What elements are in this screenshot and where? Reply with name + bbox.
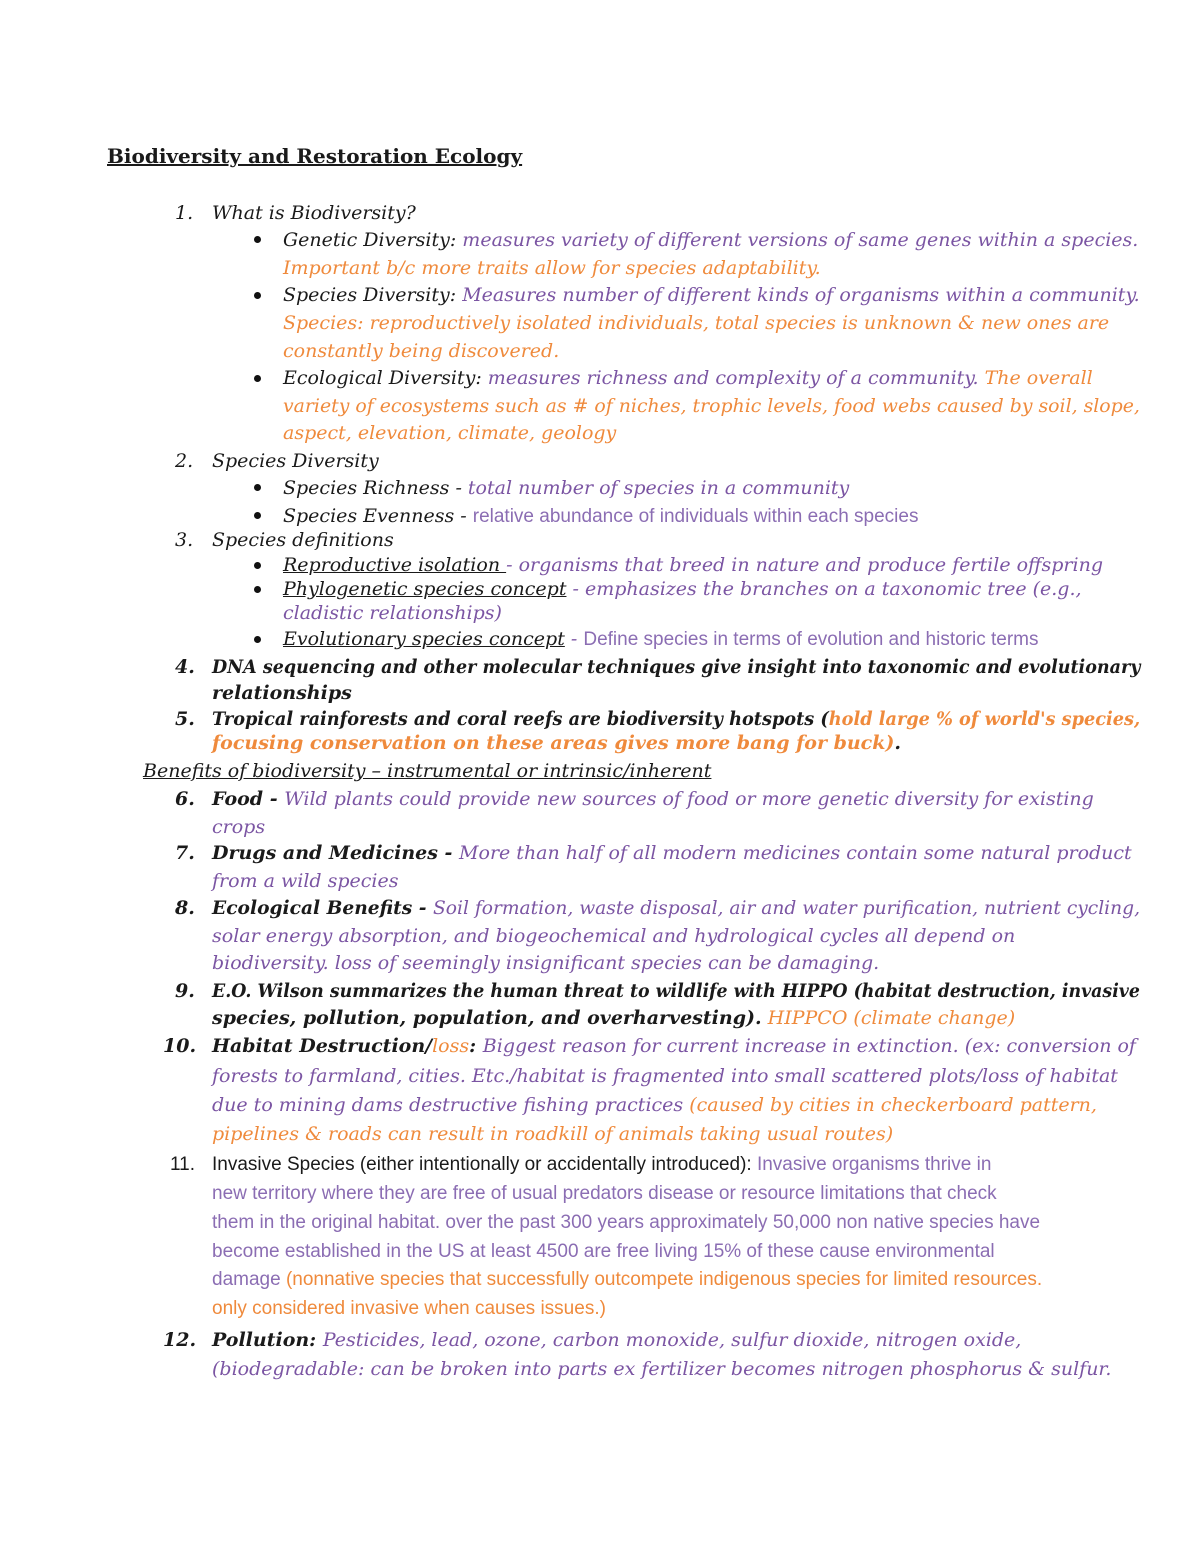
term-definition: Invasive organisms thrive in xyxy=(756,1154,992,1175)
bullet-dot xyxy=(254,636,261,643)
list-item xyxy=(212,1006,1015,1030)
term-label: Food - xyxy=(212,788,285,810)
term-note: loss xyxy=(432,1035,470,1057)
list-item xyxy=(283,476,849,500)
list-item-heading: Tropical rainforests and coral reefs are biodiversity hotspots ( xyxy=(212,708,829,730)
punctuation: . xyxy=(894,732,902,754)
term-label: Reproductive isolation xyxy=(283,554,507,576)
list-number: 3. xyxy=(175,529,194,551)
term-definition: measures richness and complexity of a community. xyxy=(481,367,979,389)
list-item-heading: What is Biodiversity? xyxy=(212,202,416,224)
term-label: Species Evenness - xyxy=(283,505,473,527)
bullet-dot xyxy=(254,236,261,243)
list-number: 6. xyxy=(175,788,195,810)
term-note: (nonnative species that successfully outcompete indigenous species for limited resources. xyxy=(280,1269,1043,1290)
list-number: 2. xyxy=(175,450,194,472)
term-definition: from a wild species xyxy=(212,870,399,892)
term-note: Important b/c more traits allow for species adaptability. xyxy=(283,257,821,279)
list-item xyxy=(212,731,901,755)
term-note: focusing conservation on these areas gives more bang for buck) xyxy=(212,732,895,754)
list-item-heading: E.O. Wilson summarizes the human threat to wildlife with HIPPO (habitat destruction, invasive xyxy=(212,980,1140,1002)
term-note: only considered invasive when causes issues.) xyxy=(212,1298,606,1319)
term-note: pipelines & roads can result in roadkill of animals taking usual routes) xyxy=(212,1123,894,1145)
term-definition: Biggest reason for current increase in extinction. (ex: conversion of xyxy=(482,1035,1136,1057)
list-number: 5. xyxy=(175,708,195,730)
term-label: Species Richness - xyxy=(283,477,468,499)
term-definition: - organisms that breed in nature and produce fertile offspring xyxy=(506,554,1103,576)
list-item xyxy=(212,1268,1042,1292)
list-item xyxy=(212,707,1140,731)
list-item xyxy=(212,1034,1136,1058)
term-label: Habitat Destruction/ xyxy=(212,1035,433,1057)
list-item xyxy=(283,577,1082,601)
list-number: 10. xyxy=(163,1035,197,1057)
list-item xyxy=(212,1153,991,1177)
term-definition: become established in the US at least 4500 are free living 15% of these cause environmental xyxy=(212,1241,995,1262)
list-item xyxy=(212,1093,1097,1117)
term-note: constantly being discovered. xyxy=(283,340,560,362)
list-item xyxy=(283,627,1039,652)
term-definition: loss of seemingly insignificant species can be damaging. xyxy=(328,952,880,974)
list-number: 8. xyxy=(175,897,195,919)
term-definition: Wild plants could provide new sources of food or more genetic diversity for existing xyxy=(284,788,1094,810)
list-item-heading: DNA sequencing and other molecular techniques give insight into taxonomic and evolutionary xyxy=(212,656,1141,678)
term-definition: total number of species in a community xyxy=(467,477,850,499)
term-definition: new territory where they are free of usual predators disease or resource limitations that check xyxy=(212,1183,997,1204)
page-title: Biodiversity and Restoration Ecology xyxy=(107,144,523,168)
list-item xyxy=(283,283,1140,307)
bullet-dot xyxy=(254,562,261,569)
bullet-dot xyxy=(254,512,261,519)
term-definition: (biodegradable: can be broken into parts ex fertilizer becomes nitrogen phosphorus & sulfur. xyxy=(212,1358,1112,1380)
term-definition: solar energy absorption, and biogeochemical and hydrological cycles all depend on xyxy=(212,925,1016,947)
list-item xyxy=(283,228,1138,252)
bullet-dot xyxy=(254,586,261,593)
list-item xyxy=(283,504,918,529)
bullet-dot xyxy=(254,292,261,299)
term-note: hold large % of world's species, xyxy=(828,708,1141,730)
term-definition: Measures number of different kinds of organisms within a community. xyxy=(456,284,1140,306)
term-label: Genetic Diversity: xyxy=(283,229,457,251)
term-note: Species: reproductively isolated individuals, total species is unknown & new ones are xyxy=(283,312,1110,334)
term-label: Ecological Benefits - xyxy=(212,897,434,919)
term-label: Evolutionary species concept xyxy=(283,628,565,650)
bullet-dot xyxy=(254,375,261,382)
term-label: Phylogenetic species concept xyxy=(283,578,567,600)
term-definition: Pesticides, lead, ozone, carbon monoxide, sulfur dioxide, nitrogen oxide, xyxy=(322,1329,1022,1351)
term-definition: forests to farmland, cities. Etc./habitat is fragmented into small scattered plots/loss of habitat xyxy=(212,1065,1118,1087)
term-definition: damage xyxy=(212,1269,281,1290)
term-label: Ecological Diversity: xyxy=(283,367,482,389)
list-item xyxy=(212,841,1132,865)
list-number: 9. xyxy=(175,980,195,1002)
term-note: variety of ecosystems such as # of niches, trophic levels, food webs caused by soil, slope, xyxy=(283,395,1140,417)
list-item xyxy=(283,366,1093,390)
list-item-heading: Species Diversity xyxy=(212,450,379,472)
term-note: The overall xyxy=(978,367,1093,389)
list-item-heading: Species definitions xyxy=(212,529,394,551)
list-item xyxy=(212,1328,1021,1352)
term-note: (caused by cities in checkerboard pattern, xyxy=(683,1094,1097,1116)
term-definition: Soil formation, waste disposal, air and water purification, nutrient cycling, xyxy=(433,897,1141,919)
term-definition: More than half of all modern medicines contain some natural product xyxy=(459,842,1132,864)
section-heading: Benefits of biodiversity – instrumental or intrinsic/inherent xyxy=(143,760,712,782)
term-definition: crops xyxy=(212,816,266,838)
term-label: Drugs and Medicines - xyxy=(212,842,460,864)
list-number: 7. xyxy=(175,842,195,864)
term-label: Species Diversity: xyxy=(283,284,457,306)
list-number: 11. xyxy=(170,1154,196,1175)
list-number: 12. xyxy=(163,1329,197,1351)
list-number: 1. xyxy=(175,202,194,224)
list-number: 4. xyxy=(175,656,195,678)
term-definition: due to mining dams destructive fishing practices xyxy=(212,1094,684,1116)
term-definition: - emphasizes the branches on a taxonomic tree (e.g., xyxy=(566,578,1082,600)
punctuation: : xyxy=(469,1035,483,1057)
term-definition: measures variety of different versions of same genes within a species. xyxy=(456,229,1139,251)
term-definition: biodiversity. xyxy=(212,952,329,974)
term-note: aspect, elevation, climate, geology xyxy=(283,422,617,444)
term-label: Invasive Species (either intentionally or accidentally introduced): xyxy=(212,1154,757,1175)
term-definition: relative abundance of individuals within each species xyxy=(472,506,919,527)
term-note: HIPPCO (climate change) xyxy=(761,1007,1016,1029)
list-item xyxy=(212,896,1140,920)
list-item xyxy=(212,951,879,975)
term-definition: them in the original habitat. over the past 300 years approximately 50,000 non native species have xyxy=(212,1212,1041,1233)
bullet-dot xyxy=(254,484,261,491)
term-dash: - xyxy=(564,628,584,650)
list-item-heading: relationships xyxy=(212,682,352,704)
list-item xyxy=(283,553,1103,577)
term-definition: Define species in terms of evolution and historic terms xyxy=(583,629,1039,650)
term-label: Pollution: xyxy=(212,1329,323,1351)
term-definition: cladistic relationships) xyxy=(283,602,502,624)
list-item-heading: species, pollution, population, and overharvesting). xyxy=(212,1007,762,1029)
list-item xyxy=(212,787,1094,811)
